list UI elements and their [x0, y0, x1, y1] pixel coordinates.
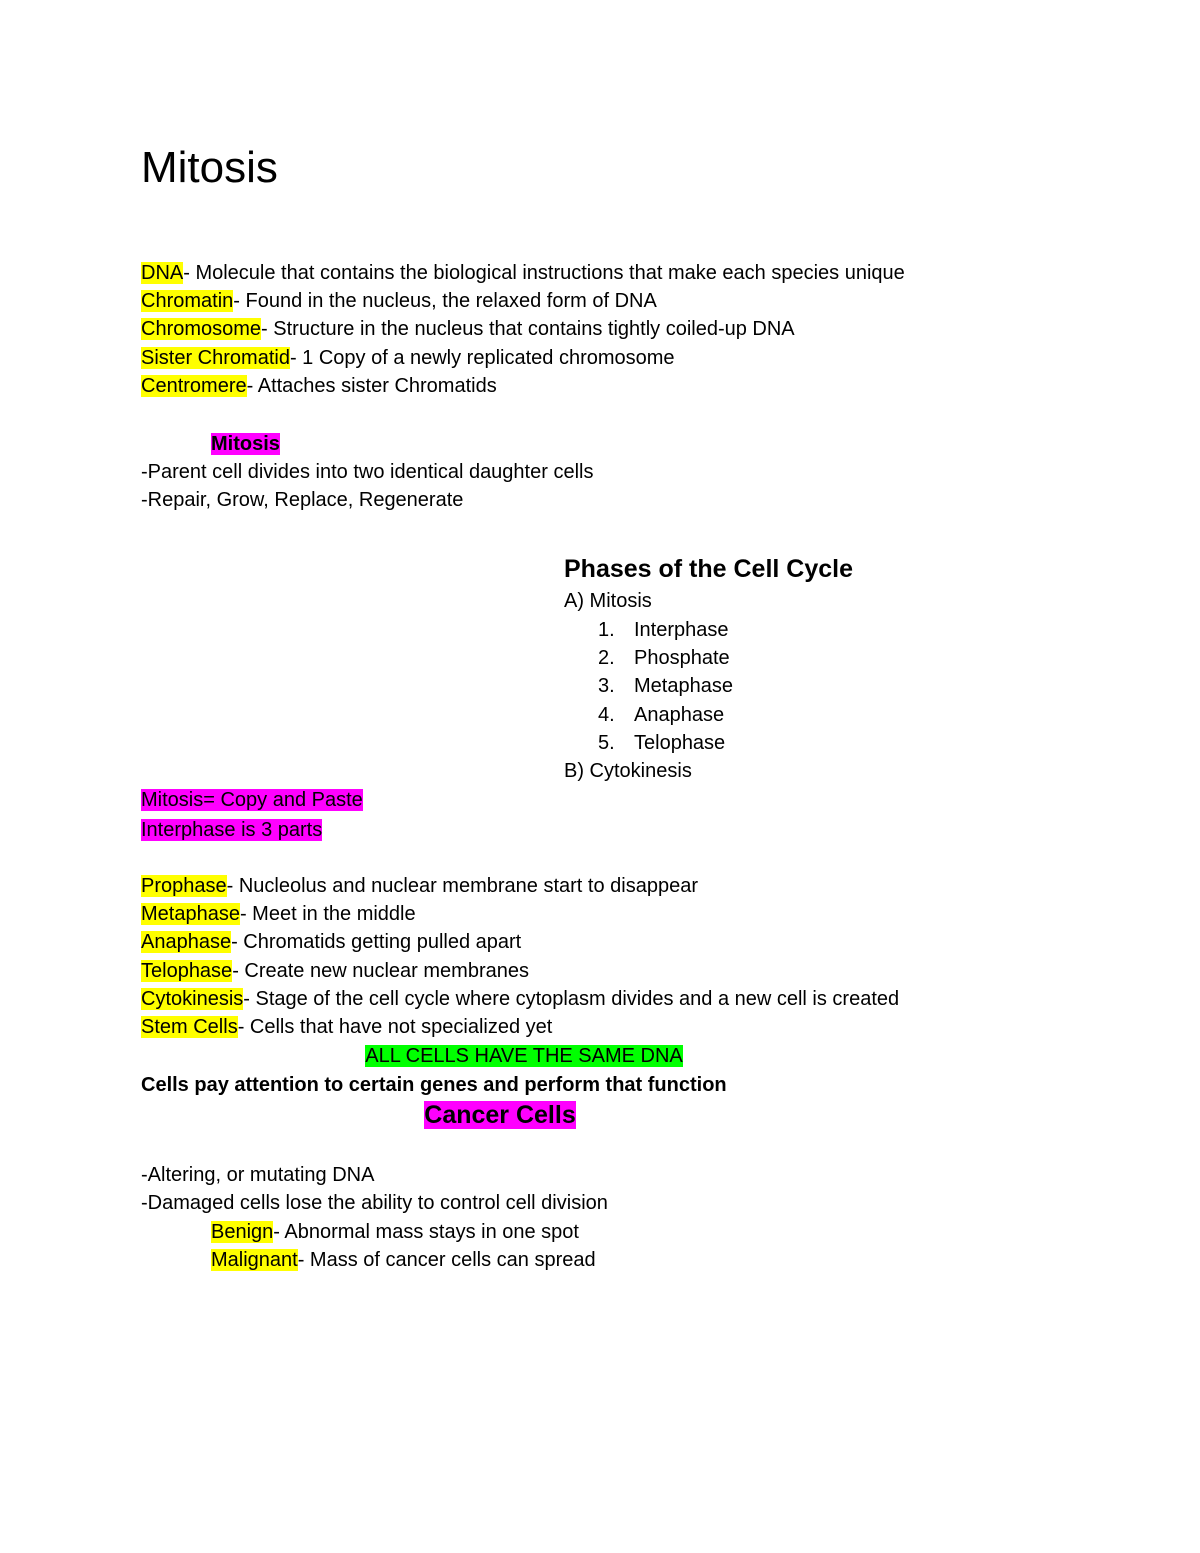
cell-cycle-b-label: B) Cytokinesis	[564, 760, 692, 782]
cell-cycle-heading: Phases of the Cell Cycle	[564, 555, 854, 583]
cancer-bullet: -Altering, or mutating DNA	[141, 1164, 375, 1186]
cancer-type-benign	[211, 1218, 579, 1246]
phase-definition-metaphase	[141, 900, 416, 928]
definition-text: - Cells that have not specialized yet	[237, 1016, 553, 1038]
phase-number: 4.	[598, 704, 615, 726]
same-dna-text: ALL CELLS HAVE THE SAME DNA	[365, 1045, 683, 1067]
definition-term: Anaphase	[141, 931, 232, 953]
page-title: Mitosis	[141, 143, 278, 192]
cancer-type-malignant	[211, 1246, 596, 1274]
definition-term: Sister Chromatid	[141, 347, 290, 369]
phase-number: 3.	[598, 675, 615, 697]
mitosis-bullet: -Parent cell divides into two identical daughter cells	[141, 461, 594, 483]
cancer-heading	[141, 1098, 859, 1132]
mitosis-bullet: -Repair, Grow, Replace, Regenerate	[141, 489, 464, 511]
definition-term: Metaphase	[141, 903, 240, 925]
definition-term: Chromatin	[141, 290, 234, 312]
definition-term: Telophase	[141, 960, 233, 982]
definition-term: Stem Cells	[141, 1016, 238, 1038]
definition-term: DNA	[141, 262, 184, 284]
definition-text: - Mass of cancer cells can spread	[297, 1249, 596, 1271]
phase-definition-prophase	[141, 872, 698, 900]
definition-dna	[141, 259, 905, 287]
cell-cycle-phase-item	[598, 672, 733, 700]
phase-number: 1.	[598, 619, 615, 641]
definition-text: - Structure in the nucleus that contains tightly coiled-up DNA	[261, 318, 795, 340]
definition-term: Chromosome	[141, 318, 262, 340]
phase-definition-cytokinesis	[141, 985, 899, 1013]
cell-cycle-phase-item	[598, 644, 730, 672]
cell-cycle-a-label: A) Mitosis	[564, 590, 652, 612]
cell-cycle-phase-item	[598, 701, 724, 729]
mitosis-heading-text: Mitosis	[211, 433, 280, 455]
definition-text: - Found in the nucleus, the relaxed form of DNA	[233, 290, 657, 312]
definition-term: Prophase	[141, 875, 227, 897]
definition-text: - 1 Copy of a newly replicated chromosome	[289, 347, 675, 369]
definition-text: - Abnormal mass stays in one spot	[273, 1221, 579, 1243]
definition-text: - Stage of the cell cycle where cytoplasm divides and a new cell is created	[243, 988, 900, 1010]
definition-term: Malignant	[211, 1249, 298, 1271]
phase-number: 5.	[598, 732, 615, 754]
definition-term: Centromere	[141, 375, 247, 397]
phase-number: 2.	[598, 647, 615, 669]
definition-sister-chromatid	[141, 344, 675, 372]
phase-name: Anaphase	[634, 704, 725, 726]
cancer-bullet: -Damaged cells lose the ability to control cell division	[141, 1192, 608, 1214]
note-text: Mitosis= Copy and Paste	[141, 789, 363, 811]
definition-chromatin	[141, 287, 657, 315]
cancer-heading-text: Cancer Cells	[424, 1101, 576, 1129]
definition-text: - Create new nuclear membranes	[232, 960, 529, 982]
definition-term: Cytokinesis	[141, 988, 244, 1010]
definition-text: - Nucleolus and nuclear membrane start to disappear	[226, 875, 698, 897]
phase-definition-stem-cells	[141, 1013, 552, 1041]
definition-centromere	[141, 372, 497, 400]
mitosis-heading	[211, 430, 280, 458]
note-copy-paste	[141, 786, 363, 814]
definition-text: - Meet in the middle	[239, 903, 416, 925]
genes-statement: Cells pay attention to certain genes and perform that function	[141, 1074, 727, 1096]
definition-text: - Chromatids getting pulled apart	[231, 931, 522, 953]
note-interphase-parts	[141, 816, 322, 844]
phase-definition-telophase	[141, 957, 529, 985]
definition-chromosome	[141, 315, 795, 343]
phase-definition-anaphase	[141, 928, 521, 956]
note-text: Interphase is 3 parts	[141, 819, 323, 841]
phase-name: Telophase	[634, 732, 726, 754]
definition-text: - Attaches sister Chromatids	[246, 375, 497, 397]
phase-name: Interphase	[634, 619, 729, 641]
cell-cycle-phase-item	[598, 616, 729, 644]
definition-term: Benign	[211, 1221, 274, 1243]
cell-cycle-phase-item	[598, 729, 725, 757]
phase-name: Phosphate	[634, 647, 730, 669]
phase-name: Metaphase	[634, 675, 733, 697]
definition-text: - Molecule that contains the biological instructions that make each species unique	[183, 262, 905, 284]
same-dna-statement	[141, 1042, 907, 1070]
